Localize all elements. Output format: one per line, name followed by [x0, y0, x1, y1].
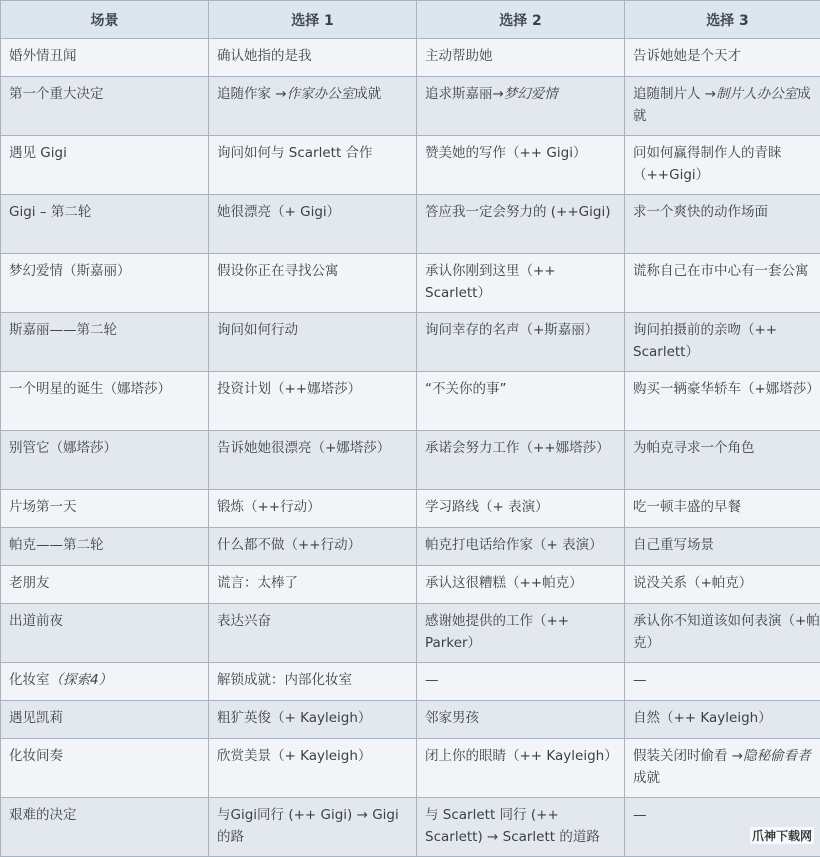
cell-text: 梦幻爱情（斯嘉丽）	[9, 263, 131, 279]
cell-text: 遇见凯莉	[9, 710, 63, 726]
cell-text: 承认你刚到这里（++ Scarlett）	[425, 263, 556, 301]
scene-cell	[1, 372, 209, 431]
choice-1-cell	[209, 604, 417, 663]
column-header-choice-2: 选择 2	[417, 1, 625, 39]
cell-text: “不关你的事”	[425, 381, 507, 397]
cell-text: 假装关闭时偷看 →	[633, 748, 743, 764]
cell-text: 说没关系（+帕克）	[633, 575, 752, 591]
cell-text: 询问如何行动	[217, 322, 298, 338]
choice-1-cell	[209, 372, 417, 431]
choice-3-cell	[625, 254, 820, 313]
cell-text: 追随制片人 →	[633, 86, 716, 102]
cell-italic-text: （探索4）	[50, 672, 113, 688]
choice-1-cell	[209, 566, 417, 604]
scene-cell	[1, 136, 209, 195]
cell-text: 出道前夜	[9, 613, 63, 629]
table-row	[1, 313, 820, 372]
cell-text: 求一个爽快的动作场面	[633, 204, 768, 220]
scene-cell	[1, 313, 209, 372]
choice-2-cell	[417, 195, 625, 254]
cell-text: Gigi – 第二轮	[9, 204, 91, 220]
cell-text: 婚外情丑闻	[9, 48, 77, 64]
cell-text: 答应我一定会努力的 (++Gigi)	[425, 204, 610, 220]
cell-text: 投资计划（++娜塔莎）	[217, 381, 361, 397]
cell-text: 邻家男孩	[425, 710, 479, 726]
choice-3-cell	[625, 195, 820, 254]
choice-3-cell	[625, 528, 820, 566]
cell-text: 第一个重大决定	[9, 86, 104, 102]
table-row	[1, 254, 820, 313]
cell-text: 吃一顿丰盛的早餐	[633, 499, 741, 515]
choice-2-cell	[417, 739, 625, 798]
choice-2-cell	[417, 77, 625, 136]
table-row	[1, 136, 820, 195]
table-row	[1, 77, 820, 136]
scene-cell	[1, 798, 209, 857]
table-row	[1, 604, 820, 663]
choice-2-cell	[417, 136, 625, 195]
choice-3-cell	[625, 39, 820, 77]
table-row	[1, 798, 820, 857]
cell-text: 帕克——第二轮	[9, 537, 104, 553]
choice-2-cell	[417, 431, 625, 490]
cell-text: 表达兴奋	[217, 613, 271, 629]
choice-2-cell	[417, 604, 625, 663]
choice-3-cell	[625, 701, 820, 739]
cell-text: 什么都不做（++行动）	[217, 537, 361, 553]
cell-italic-text: 制片人办公室	[716, 86, 797, 102]
choice-3-cell	[625, 490, 820, 528]
choice-2-cell	[417, 313, 625, 372]
cell-text: 自然（++ Kayleigh）	[633, 710, 772, 726]
column-header-choice-1: 选择 1	[209, 1, 417, 39]
cell-text: 老朋友	[9, 575, 50, 591]
cell-text: 一个明星的诞生（娜塔莎）	[9, 381, 171, 397]
cell-text: 告诉她她是个天才	[633, 48, 741, 64]
cell-text: 为帕克寻求一个角色	[633, 440, 755, 456]
choice-1-cell	[209, 701, 417, 739]
cell-text: —	[425, 672, 439, 688]
choice-3-cell	[625, 604, 820, 663]
cell-italic-text: 作家办公室	[287, 86, 355, 102]
choice-3-cell	[625, 739, 820, 798]
cell-text: 谎称自己在市中心有一套公寓	[633, 263, 809, 279]
scene-cell	[1, 431, 209, 490]
cell-text: 假设你正在寻找公寓	[217, 263, 339, 279]
header-row	[1, 1, 820, 39]
table-row	[1, 195, 820, 254]
choice-1-cell	[209, 528, 417, 566]
choice-2-cell	[417, 566, 625, 604]
cell-text: 追随作家 →	[217, 86, 287, 102]
scene-cell	[1, 39, 209, 77]
column-header-scene: 场景	[1, 1, 209, 39]
choice-2-cell	[417, 254, 625, 313]
scene-cell	[1, 77, 209, 136]
cell-text: 谎言：太棒了	[217, 575, 298, 591]
choice-3-cell	[625, 372, 820, 431]
choice-1-cell	[209, 39, 417, 77]
cell-text: 赞美她的写作（++ Gigi）	[425, 145, 586, 161]
choice-1-cell	[209, 195, 417, 254]
cell-text: 感谢她提供的工作（++ Parker）	[425, 613, 569, 651]
choice-3-cell	[625, 136, 820, 195]
cell-text: 主动帮助她	[425, 48, 493, 64]
cell-italic-text: 梦幻爱情	[504, 86, 558, 102]
choice-2-cell	[417, 39, 625, 77]
cell-text: 遇见 Gigi	[9, 145, 67, 161]
table-row	[1, 431, 820, 490]
table-body	[1, 39, 820, 857]
table-row	[1, 739, 820, 798]
cell-text: 告诉她她很漂亮（+娜塔莎）	[217, 440, 390, 456]
cell-text: 自己重写场景	[633, 537, 714, 553]
scene-cell	[1, 566, 209, 604]
choice-1-cell	[209, 798, 417, 857]
cell-text: 她很漂亮（+ Gigi）	[217, 204, 340, 220]
cell-text: 化妆间奏	[9, 748, 63, 764]
scene-cell	[1, 490, 209, 528]
choice-3-cell	[625, 77, 820, 136]
choice-1-cell	[209, 313, 417, 372]
cell-text: 承认这很糟糕（++帕克）	[425, 575, 583, 591]
cell-text: 学习路线（+ 表演）	[425, 499, 549, 515]
cell-text: 艰难的决定	[9, 807, 77, 823]
cell-text: 询问拍摄前的亲吻（++ Scarlett）	[633, 322, 777, 360]
scene-cell	[1, 663, 209, 701]
cell-text: 购买一辆豪华轿车（+娜塔莎）	[633, 381, 820, 397]
cell-suffix-text: 成就	[633, 86, 811, 124]
choice-1-cell	[209, 431, 417, 490]
choice-2-cell	[417, 798, 625, 857]
cell-text: 闭上你的眼睛（++ Kayleigh）	[425, 748, 618, 764]
scene-cell	[1, 195, 209, 254]
cell-text: —	[633, 807, 647, 823]
choice-3-cell	[625, 566, 820, 604]
cell-text: —	[633, 672, 647, 688]
table-row	[1, 490, 820, 528]
cell-text: 问如何赢得制作人的青睐（++Gigi）	[633, 145, 782, 183]
scene-cell	[1, 604, 209, 663]
cell-text: 斯嘉丽——第二轮	[9, 322, 117, 338]
scene-cell	[1, 528, 209, 566]
column-header-choice-3: 选择 3	[625, 1, 820, 39]
cell-text: 承诺会努力工作（++娜塔莎）	[425, 440, 610, 456]
cell-text: 追求斯嘉丽→	[425, 86, 504, 102]
choice-1-cell	[209, 254, 417, 313]
cell-suffix-text: 成就	[354, 86, 381, 102]
choice-1-cell	[209, 490, 417, 528]
cell-text: 欣赏美景（+ Kayleigh）	[217, 748, 371, 764]
cell-text: 与Gigi同行 (++ Gigi) → Gigi 的路	[217, 807, 399, 845]
table-row	[1, 528, 820, 566]
cell-text: 粗犷英俊（+ Kayleigh）	[217, 710, 371, 726]
choice-2-cell	[417, 372, 625, 431]
cell-text: 锻炼（++行动）	[217, 499, 321, 515]
choice-3-cell	[625, 663, 820, 701]
cell-text: 确认她指的是我	[217, 48, 312, 64]
choice-2-cell	[417, 490, 625, 528]
scene-cell	[1, 254, 209, 313]
cell-text: 询问如何与 Scarlett 合作	[217, 145, 373, 161]
choice-1-cell	[209, 739, 417, 798]
choice-2-cell	[417, 701, 625, 739]
cell-text: 别管它（娜塔莎）	[9, 440, 117, 456]
choice-3-cell	[625, 431, 820, 490]
cell-text: 化妆室	[9, 672, 50, 688]
cell-text: 承认你不知道该如何表演（+帕克）	[633, 613, 820, 651]
scene-cell	[1, 701, 209, 739]
table-row	[1, 372, 820, 431]
watermark-logo: 爪神下载网	[750, 827, 814, 844]
cell-text: 与 Scarlett 同行 (++ Scarlett) → Scarlett 的道路	[425, 807, 600, 845]
table-row	[1, 701, 820, 739]
cell-text: 解锁成就：内部化妆室	[217, 672, 352, 688]
table-row	[1, 39, 820, 77]
choice-2-cell	[417, 663, 625, 701]
table-row	[1, 663, 820, 701]
cell-text: 片场第一天	[9, 499, 77, 515]
choice-1-cell	[209, 77, 417, 136]
choice-2-cell	[417, 528, 625, 566]
choice-1-cell	[209, 663, 417, 701]
choice-3-cell	[625, 313, 820, 372]
scene-cell	[1, 739, 209, 798]
table-row	[1, 566, 820, 604]
cell-text: 询问幸存的名声（+斯嘉丽）	[425, 322, 598, 338]
cell-text: 帕克打电话给作家（+ 表演）	[425, 537, 603, 553]
choice-1-cell	[209, 136, 417, 195]
cell-italic-text: 隐秘偷看者	[743, 748, 811, 764]
cell-suffix-text: 成就	[633, 770, 660, 786]
